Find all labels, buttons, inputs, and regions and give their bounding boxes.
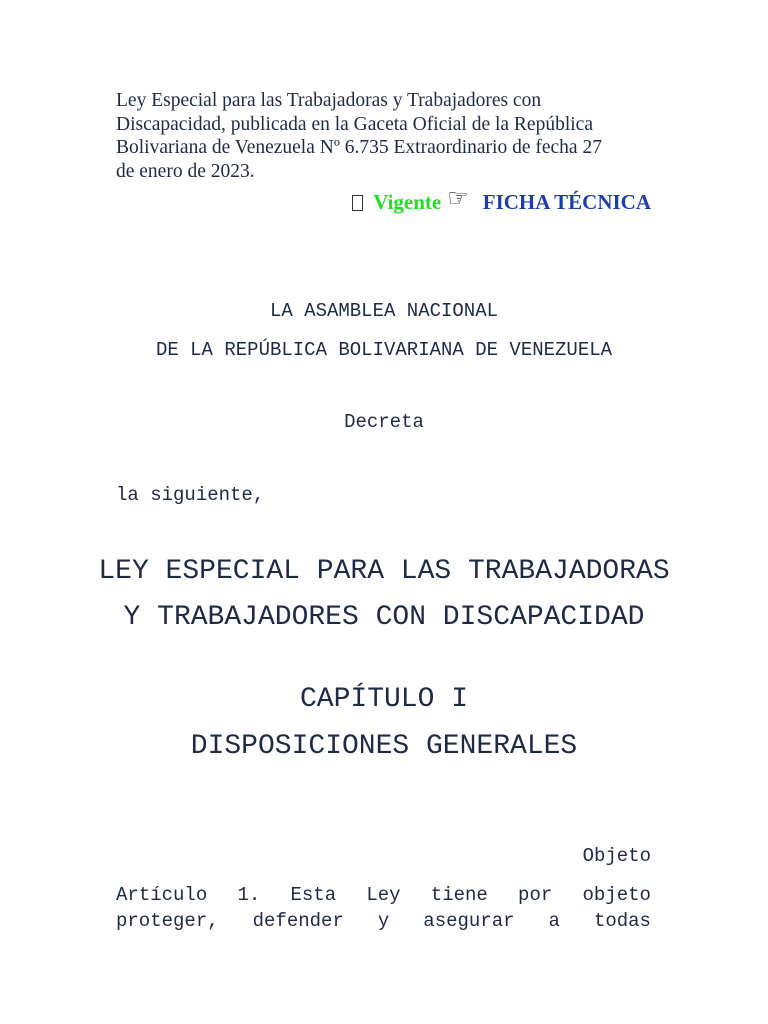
article-word: por	[518, 884, 553, 906]
intro-line: Ley Especial para las Trabajadoras y Trabajadores con	[116, 90, 542, 111]
article-word: Esta	[290, 884, 337, 906]
status-line	[352, 184, 651, 216]
law-title-line1: LEY ESPECIAL PARA LAS TRABAJADORAS	[98, 556, 670, 587]
missing-glyph-icon	[352, 195, 363, 211]
intro-line: de enero de 2023.	[116, 160, 255, 182]
article-word: y	[377, 910, 390, 932]
ficha-tecnica-link[interactable]: FICHA TÉCNICA	[482, 189, 651, 214]
article-word: a	[548, 910, 560, 932]
article-word: asegurar	[423, 910, 515, 932]
intro-paragraph	[116, 89, 656, 183]
siguiente-text: la siguiente,	[116, 484, 265, 506]
article-line	[116, 910, 651, 932]
intro-line: Bolivariana de Venezuela Nº 6.735 Extraordinario de fecha 27	[116, 137, 602, 158]
asamblea-heading-line2: DE LA REPÚBLICA BOLIVARIANA DE VENEZUELA	[155, 339, 613, 361]
article-word: todas	[593, 910, 651, 932]
chapter-name: DISPOSICIONES GENERALES	[190, 731, 578, 762]
article-word: objeto	[582, 884, 651, 906]
intro-line: Discapacidad, publicada en la Gaceta Oficial de la República	[116, 113, 593, 135]
article-word: defender	[252, 910, 344, 932]
article-word: Artículo	[116, 884, 208, 906]
article-word: proteger,	[116, 910, 219, 932]
article-word: 1.	[237, 884, 261, 906]
article-word: Ley	[366, 884, 401, 906]
asamblea-heading-line1: LA ASAMBLEA NACIONAL	[269, 300, 499, 322]
pointing-hand-icon: ☞	[447, 184, 469, 212]
decreta-text: Decreta	[344, 411, 424, 433]
law-title-line2: Y TRABAJADORES CON DISCAPACIDAD	[123, 602, 645, 633]
article-line	[116, 884, 651, 906]
article-word: tiene	[430, 884, 488, 906]
article-heading: Objeto	[582, 845, 651, 867]
chapter-number: CAPÍTULO I	[299, 684, 469, 715]
vigente-status: Vigente	[373, 189, 442, 214]
